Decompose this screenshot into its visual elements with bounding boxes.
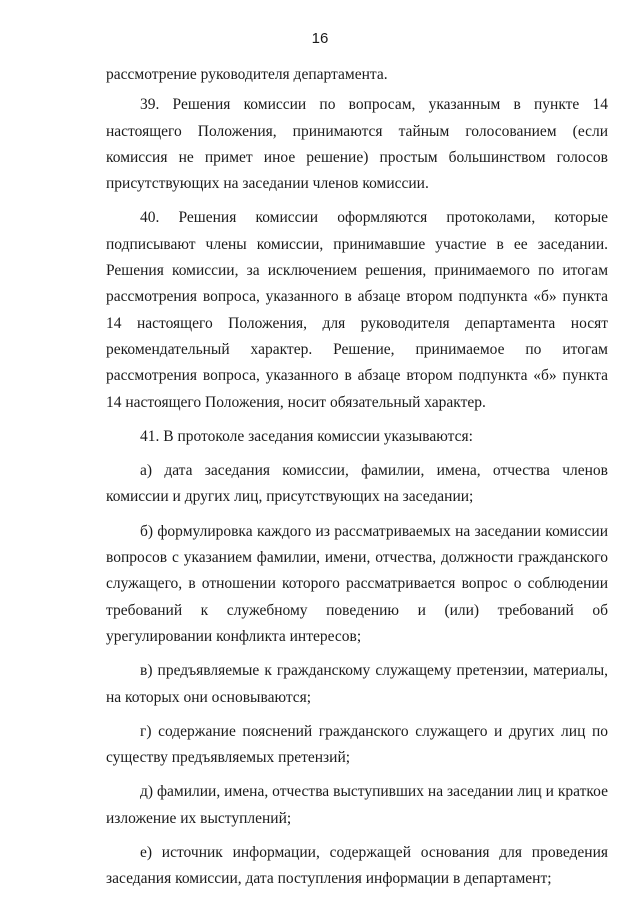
paragraph-41-e: е) источник информации, содержащей основания для проведения заседания комиссии, дата поступления информации в департамент; bbox=[106, 844, 608, 888]
paragraph-continuation: рассмотрение руководителя департамента. bbox=[106, 66, 388, 83]
paragraph-41-d: д) фамилии, имена, отчества выступивших на заседании лиц и краткое изложение их выступлений; bbox=[106, 783, 608, 827]
document-body bbox=[106, 62, 608, 901]
paragraph-40: 40. Решения комиссии оформляются протоколами, которые подписывают члены комиссии, принимавшие участие в ее заседании. Решения комиссии, за исключением решения, принимаемого по итогам рассмотрения вопроса, указанного в абзаце втором подпункта «б» пункта 14 настоящего Положения, для руководителя департамента носят рекомендательный характер. Решение, принимаемое по итогам рассмотрения вопроса, указанного в абзаце втором подпункта «б» пункта 14 настоящего Положения, носит обязательный характер. bbox=[106, 209, 608, 411]
paragraph-41-g: г) содержание пояснений гражданского служащего и других лиц по существу предъявляемых претензий; bbox=[106, 722, 608, 767]
paragraph-41: 41. В протоколе заседания комиссии указываются: bbox=[140, 427, 473, 445]
paragraph-39: 39. Решения комиссии по вопросам, указанным в пункте 14 настоящего Положения, принимаются тайным голосованием (если комиссия не примет иное решение) простым большинством голосов присутствующих на заседании членов комиссии. bbox=[106, 96, 608, 193]
paragraph-41-a: а) дата заседания комиссии, фамилии, имена, отчества членов комиссии и других лиц, присутствующих на заседании; bbox=[106, 462, 608, 506]
paragraph-41-b: б) формулировка каждого из рассматриваемых на заседании комиссии вопросов с указанием фамилии, имени, отчества, должности гражданского служащего, в отношении которого рассматривается вопрос о соблюдении требований к служебному поведению и (или) требований об урегулировании конфликта интересов; bbox=[106, 522, 608, 645]
page-number: 16 bbox=[311, 30, 329, 47]
paragraph-41-v: в) предъявляемые к гражданскому служащему претензии, материалы, на которых они основываются; bbox=[106, 662, 608, 706]
